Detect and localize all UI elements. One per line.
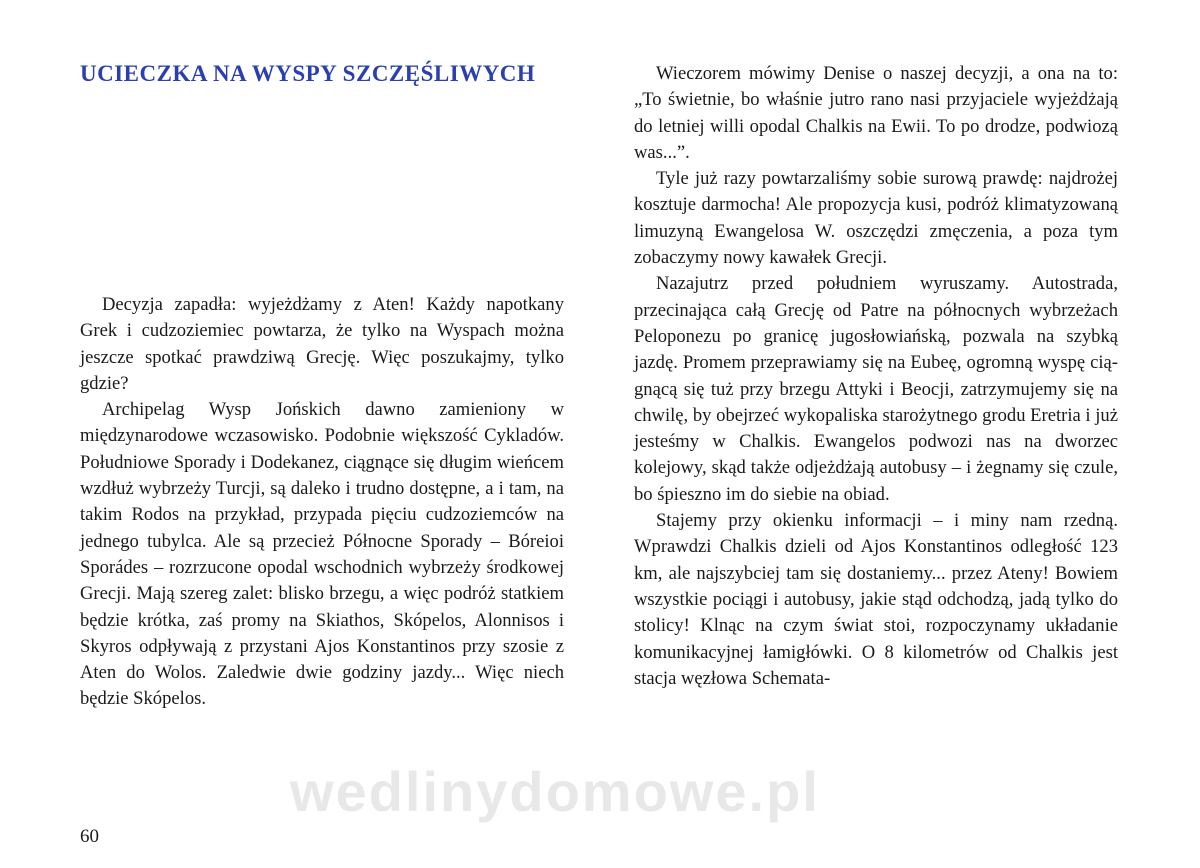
paragraph: Decyzja zapadła: wyjeżdżamy z Aten! Każdy napotkany Grek i cudzoziemiec powtarza, że tylko na Wyspach można jeszcze spotkać prawdziwą Grecję. Więc poszukajmy, tylko gdzie? (80, 294, 564, 394)
chapter-title: UCIECZKA NA WYSPY SZCZĘŚLIWYCH (80, 61, 536, 86)
paragraph: Stajemy przy okienku informacji – i miny nam rzedną. Wprawdzi Chalkis dzieli od Ajos Konstantinos odległość 123 km, ale najszybciej tam się dostaniemy... przez Ateny! Bowiem wszystkie pociągi i autobusy, jakie stąd odchodzą, jadą tylko do stolicy! Klnąc na czym świat stoi, rozpoczynamy układanie komunikacyjnej łamigłówki. O 8 kilometrów od Chalkis jest stacja węzłowa Schemata- (634, 510, 1118, 689)
paragraph: Archipelag Wysp Jońskich dawno zamieniony w międzynarodowe wczasowisko. Podobnie większość Cykladów. Południowe Sporady i Dodekanez, ciągnące się długim wieńcem wzdłuż wybrzeży Turcji, są daleko i trudno dostępne, a i tam, na takim Rodos na przykład, przypada pięciu cudzoziemców na jednego tubylca. Ale są przecież Północne Sporady – Bóreioi Sporádes – rozrzucone opodal wschodnich wybrzeży środkowej Grecji. Mają szereg zalet: blisko brzegu, a więc podróż statkiem będzie krótka, zaś promy na Skiathos, Skópelos, Alonnisos i Skyros odpływają z przystani Ajos Konstantinos przy szosie z Aten do Wolos. Zaledwie dwie godziny jazdy... Więc niech będzie Skópelos. (80, 399, 564, 710)
paragraph: Tyle już razy powtarzaliśmy sobie surową prawdę: najdrożej kosztuje darmocha! Ale propozycja kusi, podróż klimatyzowaną limuzyną Ewangelosa W. oszczędzi zmęczenia, a poza tym zobaczymy nowy kawałek Grecji. (634, 168, 1118, 269)
page-number: 60 (80, 826, 99, 847)
left-column (80, 292, 564, 713)
paragraph: Wieczorem mówimy Denise o naszej decyzji, a ona na to: „To świetnie, bo właśnie jutro rano nasi przyjaciele wyjeżdżają do letniej willi opodal Chalkis na Ewii. To po drodze, podwiozą was...”. (634, 63, 1118, 163)
right-column (634, 61, 1118, 692)
paragraph: Nazajutrz przed południem wyruszamy. Autostrada, przecinająca całą Grecję od Patre na północnych wybrzeżach Peloponezu po granicę jugosłowiańską, pozwala na szybką jazdę. Promem przeprawiamy się na Eubeę, ogromną wyspę ciągnącą się tuż przy brzegu Attyki i Beocji, zatrzymujemy się na chwilę, by obejrzeć wykopaliska starożytnego grodu Eretria i już jesteśmy w Chalkis. Ewangelos podwozi nas na dworzec kolejowy, skąd także odjeżdżają autobusy – i żegnamy się czule, bo śpieszno im do siebie na obiad. (634, 273, 1118, 505)
watermark: wedlinydomowe.pl (290, 760, 820, 823)
